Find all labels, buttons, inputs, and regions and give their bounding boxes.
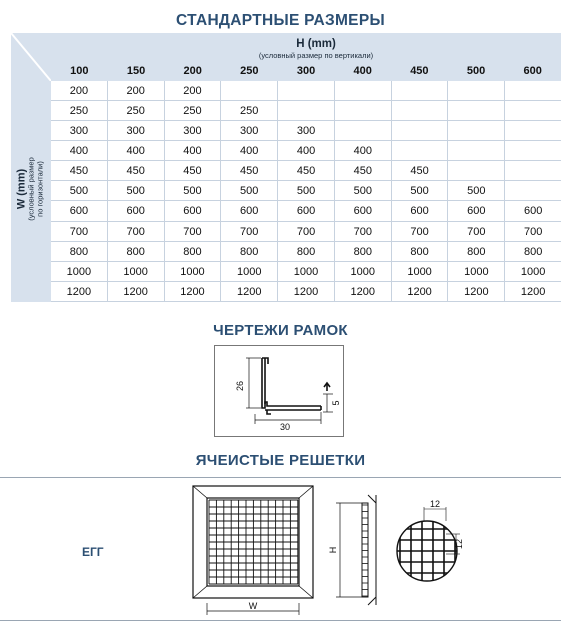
- table-cell: [278, 81, 335, 101]
- table-cell: 800: [335, 242, 392, 262]
- column-header-450: 450: [410, 65, 429, 77]
- column-header-200: 200: [183, 65, 202, 77]
- table-cell: [392, 141, 449, 161]
- table-cell: 1000: [165, 262, 222, 282]
- table-cell: 600: [221, 201, 278, 221]
- table-cell: [448, 81, 505, 101]
- table-cell: 800: [278, 242, 335, 262]
- table-cell: 600: [51, 201, 108, 221]
- table-cell: 300: [221, 121, 278, 141]
- table-cell: 300: [108, 121, 165, 141]
- table-cell: 1000: [51, 262, 108, 282]
- grille-cell-detail-svg: [394, 500, 464, 586]
- table-cell: 450: [278, 161, 335, 181]
- table-cell: [392, 101, 449, 121]
- table-cell: 800: [165, 242, 222, 262]
- table-cell: 700: [448, 222, 505, 242]
- table-cell: 400: [108, 141, 165, 161]
- table-cell: 700: [335, 222, 392, 242]
- grille-dim-h: H: [328, 546, 338, 554]
- table-cell: [278, 101, 335, 121]
- h-axis-sublabel: (условный размер по вертикали): [258, 51, 374, 60]
- table-cell: [505, 81, 561, 101]
- table-row: [51, 201, 561, 221]
- grille-side-view: [326, 493, 386, 613]
- frame-profile-svg: [215, 346, 343, 436]
- table-cell: 450: [108, 161, 165, 181]
- table-cell: 600: [335, 201, 392, 221]
- table-cell: 700: [165, 222, 222, 242]
- table-cell: 500: [165, 181, 222, 201]
- grille-cell-height: 12: [454, 538, 464, 550]
- grille-cell-detail: [394, 500, 464, 586]
- table-cell: [221, 81, 278, 101]
- table-cell: 200: [165, 81, 222, 101]
- table-cell: 800: [448, 242, 505, 262]
- table-row: [51, 262, 561, 282]
- size-grid: [51, 81, 561, 302]
- table-cell: [335, 121, 392, 141]
- table-cell: [448, 161, 505, 181]
- table-cell: 400: [278, 141, 335, 161]
- table-cell: 300: [51, 121, 108, 141]
- table-cell: 450: [221, 161, 278, 181]
- table-cell: 450: [392, 161, 449, 181]
- table-cell: [505, 121, 561, 141]
- table-cell: 200: [108, 81, 165, 101]
- table-cell: 1200: [392, 282, 449, 302]
- section-divider-top: [0, 477, 561, 478]
- table-cell: 700: [221, 222, 278, 242]
- table-cell: 800: [51, 242, 108, 262]
- table-cell: 1200: [108, 282, 165, 302]
- table-cell: [505, 101, 561, 121]
- table-cell: 800: [108, 242, 165, 262]
- table-cell: 1200: [278, 282, 335, 302]
- w-axis-label: W (mm): [15, 168, 28, 210]
- grille-cell-width: 12: [429, 500, 441, 509]
- table-cell: [505, 141, 561, 161]
- table-cell: 250: [108, 101, 165, 121]
- grille-model-label: EГГ: [82, 545, 104, 559]
- table-cell: 250: [51, 101, 108, 121]
- table-cell: [335, 101, 392, 121]
- table-cell: 1000: [278, 262, 335, 282]
- table-cell: 400: [335, 141, 392, 161]
- table-cell: 1000: [108, 262, 165, 282]
- table-cell: [448, 121, 505, 141]
- h-axis-header: [11, 33, 561, 62]
- column-header-250: 250: [240, 65, 259, 77]
- table-row: [51, 222, 561, 242]
- table-cell: 500: [108, 181, 165, 201]
- standard-sizes-table: [11, 33, 561, 302]
- table-row: [51, 242, 561, 262]
- table-cell: 700: [278, 222, 335, 242]
- frame-dim-lip: 5: [331, 400, 341, 406]
- table-cell: 800: [505, 242, 561, 262]
- table-cell: 200: [51, 81, 108, 101]
- table-cell: 450: [335, 161, 392, 181]
- table-cell: 250: [165, 101, 222, 121]
- table-cell: 1000: [335, 262, 392, 282]
- table-cell: 300: [165, 121, 222, 141]
- frame-drawings-title: ЧЕРТЕЖИ РАМОК: [213, 322, 348, 339]
- table-cell: 600: [108, 201, 165, 221]
- table-cell: 700: [51, 222, 108, 242]
- table-cell: [505, 181, 561, 201]
- table-row: [51, 81, 561, 101]
- column-header-row: [51, 62, 561, 81]
- table-cell: [448, 101, 505, 121]
- table-cell: 450: [165, 161, 222, 181]
- table-cell: 1000: [505, 262, 561, 282]
- egg-crate-grilles-title: ЯЧЕИСТЫЕ РЕШЕТКИ: [195, 452, 366, 469]
- table-cell: 1200: [448, 282, 505, 302]
- table-cell: 600: [505, 201, 561, 221]
- table-cell: 600: [165, 201, 222, 221]
- column-header-300: 300: [296, 65, 316, 77]
- column-header-500: 500: [466, 65, 486, 77]
- grille-front-svg: [192, 485, 314, 617]
- table-cell: 450: [51, 161, 108, 181]
- table-row: [51, 161, 561, 181]
- table-cell: 1000: [392, 262, 449, 282]
- table-cell: 400: [165, 141, 222, 161]
- table-cell: [448, 141, 505, 161]
- table-cell: 250: [221, 101, 278, 121]
- table-cell: 700: [392, 222, 449, 242]
- table-cell: 700: [505, 222, 561, 242]
- table-cell: 1000: [221, 262, 278, 282]
- table-cell: 500: [448, 181, 505, 201]
- table-row: [51, 121, 561, 141]
- table-cell: 500: [221, 181, 278, 201]
- table-cell: 600: [392, 201, 449, 221]
- table-cell: 600: [448, 201, 505, 221]
- table-cell: 1200: [505, 282, 561, 302]
- standard-sizes-title: СТАНДАРТНЫЕ РАЗМЕРЫ: [176, 12, 385, 29]
- grille-dim-w: W: [248, 601, 258, 611]
- table-cell: [392, 121, 449, 141]
- table-cell: 400: [221, 141, 278, 161]
- table-cell: 500: [278, 181, 335, 201]
- frame-dim-width: 30: [279, 422, 291, 432]
- table-row: [51, 181, 561, 201]
- table-cell: 400: [51, 141, 108, 161]
- grille-front-view: [192, 485, 314, 617]
- table-cell: 800: [392, 242, 449, 262]
- table-row: [51, 101, 561, 121]
- w-axis-sublabel-line2: по горизонтали): [35, 161, 45, 217]
- table-cell: 800: [221, 242, 278, 262]
- table-cell: 1200: [51, 282, 108, 302]
- table-cell: [392, 81, 449, 101]
- table-cell: 500: [392, 181, 449, 201]
- column-header-100: 100: [70, 65, 89, 77]
- table-cell: 600: [278, 201, 335, 221]
- w-axis-header: [11, 81, 51, 302]
- h-axis-label: H (mm): [296, 38, 336, 50]
- column-header-600: 600: [523, 65, 542, 77]
- table-cell: 1200: [335, 282, 392, 302]
- table-cell: [335, 81, 392, 101]
- frame-profile-drawing: [214, 345, 344, 437]
- column-header-150: 150: [126, 65, 146, 77]
- frame-dim-height: 26: [235, 380, 245, 392]
- table-cell: 700: [108, 222, 165, 242]
- table-cell: 300: [278, 121, 335, 141]
- table-cell: 1000: [448, 262, 505, 282]
- table-cell: 500: [51, 181, 108, 201]
- w-axis-sublabel-line1: (условный размер: [26, 157, 36, 221]
- table-row: [51, 282, 561, 302]
- column-header-400: 400: [353, 65, 372, 77]
- table-cell: 500: [335, 181, 392, 201]
- grille-side-svg: [326, 493, 386, 613]
- table-cell: [505, 161, 561, 181]
- table-cell: 1200: [221, 282, 278, 302]
- table-cell: 1200: [165, 282, 222, 302]
- table-row: [51, 141, 561, 161]
